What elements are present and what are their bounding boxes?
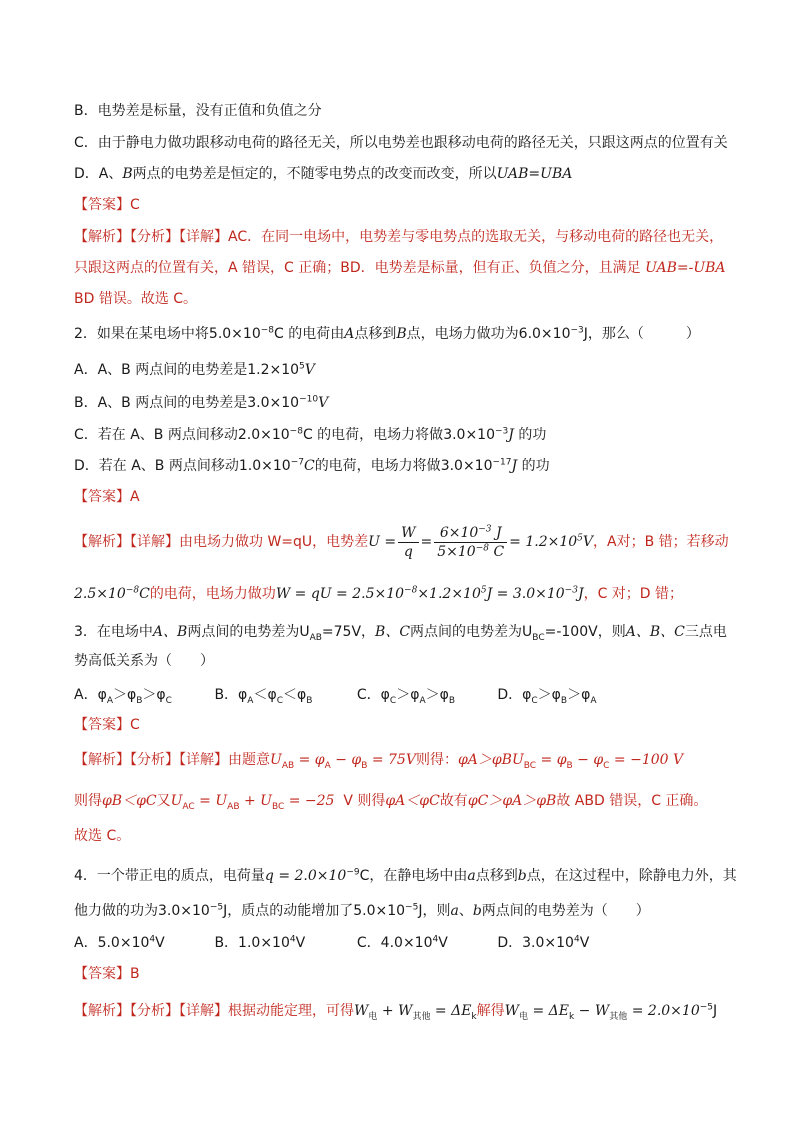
q2-option-a-unit: V <box>304 362 315 378</box>
q4-option-d-val: D．3.0×10 <box>497 935 574 951</box>
q3-explanation-3 <box>74 826 130 846</box>
q2-explanation-1-eq: = <box>420 534 433 550</box>
q3-option-c-t1: C．φ <box>356 687 390 703</box>
q3-exp1-ubc-rest: = φ <box>536 752 567 768</box>
q2-explanation-2-eq-mid: ×1.2×10 <box>417 586 481 602</box>
q3-stem-1-abc: A、B、C <box>625 624 685 640</box>
q3-stem-1-mid2: 两点间的电势差为 <box>410 624 523 640</box>
q3-answer <box>74 715 140 735</box>
q2-frac2-den-exp: −8 <box>475 542 489 553</box>
q3-stem-2-text: 势高低关系为（ ） <box>74 653 214 669</box>
q4-exp1-res: = 2.0×10 <box>627 1003 700 1019</box>
q3-exp1-phi-a: A <box>324 760 331 771</box>
q3-option-d-m2: ＞φ <box>567 687 591 703</box>
q2-explanation-2-post: ，C 对；D 错； <box>583 586 684 602</box>
q2-option-d-end: 的功 <box>521 458 550 474</box>
q4-stem-2-ek-unit: J <box>418 903 423 919</box>
q3-option-d-s3: A <box>590 695 597 706</box>
q3-stem-1-uab-val: =75V， <box>321 624 376 640</box>
q3-option-b <box>214 685 352 705</box>
q2-fraction-values <box>434 524 507 561</box>
q2-explanation-1-res-unit: V <box>582 534 594 550</box>
q4-exp1-w: W <box>354 1003 369 1019</box>
q4-stem-2-mid: ，质点的动能增加了 <box>227 903 354 919</box>
q3-exp2-v: V 则得 <box>343 793 386 809</box>
q2-frac2-den: 5×10 <box>437 543 476 560</box>
q3-exp1-mid: 则得： <box>415 752 458 768</box>
q2-stem <box>74 324 700 344</box>
q4-stem-1-q: q = 2.0×10 <box>264 868 347 884</box>
q2-frac2-num-unit: J <box>491 524 502 541</box>
q1-explanation-3-text: BD 错误。故选 C。 <box>74 291 198 307</box>
q4-stem-2 <box>74 901 650 921</box>
q4-explanation-1 <box>74 1001 717 1021</box>
q3-option-b-m1: ＜φ <box>253 687 277 703</box>
q4-answer-text: 【答案】B <box>74 966 140 982</box>
q3-exp2-ubc-sub: BC <box>271 801 285 812</box>
q3-stem-1-ubc-val: =-100V，则 <box>544 624 626 640</box>
q4-option-d-exp: 4 <box>573 934 580 945</box>
q2-option-a <box>74 360 315 380</box>
q2-stem-pre: 2．如果在某电场中将 <box>74 326 209 342</box>
q2-explanation-2-charge-exp: −8 <box>125 585 140 596</box>
q1-explanation-2 <box>74 258 726 278</box>
q4-exp1-w-sub: 电 <box>368 1011 378 1022</box>
q4-stem-2-pre: 他力做的功为 <box>74 903 158 919</box>
q2-option-c-val: 2.0×10 <box>237 427 290 443</box>
q3-option-a-s1: A <box>106 695 113 706</box>
q3-stem-1-mid: 两点间的电势差为 <box>187 624 300 640</box>
q2-option-c-end: 的功 <box>518 427 547 443</box>
q3-stem-2 <box>74 651 214 671</box>
q3-option-b-s3: B <box>306 695 313 706</box>
q3-stem-1-pre: 3．在电场中 <box>74 624 153 640</box>
q2-explanation-1-pre: 【解析】【详解】由电场力做功 W=qU，电势差 <box>74 534 369 550</box>
q1-option-d-pre: D．A、 <box>74 166 123 182</box>
q2-option-c-work-exp: −3 <box>495 426 509 437</box>
q4-stem-2-b: b <box>472 903 482 919</box>
q3-option-b-s1: A <box>247 695 254 706</box>
q3-option-d-s2: B <box>560 695 568 706</box>
q3-option-b-s2: C <box>276 695 284 706</box>
q3-exp1-ubc-val: = −100 V <box>609 752 684 768</box>
q3-option-a-s3: C <box>165 695 172 706</box>
q3-explanation-1-pre: 【解析】【分析】【详解】由题意 <box>74 752 270 768</box>
q4-option-b <box>214 933 352 953</box>
q3-stem-1-bc: B、C <box>375 624 411 640</box>
q2-option-b-pre: B．A、B 两点间的电势差是 <box>74 395 248 411</box>
q4-stem-2-w: 3.0×10 <box>158 903 210 919</box>
q3-exp2-mid: 又 <box>156 793 171 809</box>
q4-stem-1 <box>74 866 737 886</box>
q3-option-d-m1: ＞φ <box>537 687 561 703</box>
q3-exp2-rel: φB＜φC <box>102 793 157 809</box>
q4-stem-2-w-exp: −5 <box>209 902 224 913</box>
q2-option-d-unit1: C <box>303 458 315 474</box>
q2-option-d-work-exp: −17 <box>492 457 512 468</box>
q4-exp1-k-sub: k <box>471 1011 477 1022</box>
q4-stem-1-mid2: 点移到 <box>475 868 518 884</box>
q3-exp2-rel2: φA＜φC <box>385 793 440 809</box>
q2-stem-charge-exp: −8 <box>260 325 275 336</box>
q2-option-d-mid: 的电荷，电场力将做 <box>314 458 441 474</box>
q3-exp1-minus: − φ <box>330 752 362 768</box>
q2-fraction-values-num <box>434 524 507 543</box>
q4-option-d <box>497 933 589 953</box>
q2-explanation-2-eq-end: J <box>577 586 584 602</box>
q4-exp1-res-exp: −5 <box>699 1002 714 1013</box>
q1-explanation-1-text: 【解析】【分析】【详解】AC．在同一电场中，电势差与零电势点的选取无关，与移动电荷的路径也无关， <box>74 229 724 245</box>
q2-stem-end: J，那么（ ） <box>583 326 700 342</box>
q2-explanation-2-eq-exp2: 5 <box>480 585 487 596</box>
q2-option-d-unit: J <box>511 458 518 474</box>
q2-stem-mid2: 点移到 <box>354 326 397 342</box>
q4-option-a <box>74 933 210 953</box>
q3-exp2-uac: U <box>170 793 183 809</box>
q3-option-a-m1: ＞φ <box>112 687 137 703</box>
q2-stem-mid1: C 的电荷由 <box>274 326 345 342</box>
q4-stem-2-end: 两点间的电势差为（ ） <box>481 903 650 919</box>
q2-option-a-pre: A．A、B 两点间的电势差是 <box>74 362 248 378</box>
q3-option-c-m2: ＞φ <box>425 687 449 703</box>
q2-option-a-exp: 5 <box>299 361 305 372</box>
q2-option-b-val: 3.0×10 <box>247 395 300 411</box>
q2-fraction-w-den: q <box>403 543 413 560</box>
q2-stem-b: B <box>396 326 407 342</box>
q1-option-b-text: B．电势差是标量，没有正值和负值之分 <box>74 103 322 119</box>
q4-stem-1-pre: 4．一个带正电的质点，电荷量 <box>74 868 265 884</box>
q2-option-c <box>74 425 546 445</box>
q4-answer <box>74 964 140 984</box>
q2-option-b-unit: V <box>318 395 329 411</box>
q2-stem-work: 6.0×10 <box>518 326 571 342</box>
q3-option-b-m2: ＜φ <box>283 687 307 703</box>
q2-stem-charge: 5.0×10 <box>208 326 261 342</box>
q3-exp2-rel3: φC＞φA＞φB <box>467 793 557 809</box>
q1-explanation-1 <box>74 227 723 247</box>
q2-answer-text: 【答案】A <box>74 489 140 505</box>
q3-exp2-plus: + U <box>239 793 272 809</box>
q1-option-d-eq: UAB=UBA <box>496 166 573 182</box>
q2-option-c-unit: J <box>508 427 514 443</box>
q3-exp2-so: 故有 <box>439 793 468 809</box>
q4-options <box>74 933 589 953</box>
q2-answer <box>74 487 140 507</box>
q3-stem-1-uab-sub: AB <box>309 632 322 643</box>
q2-fraction-values-den <box>434 543 507 561</box>
q4-option-c-unit: V <box>438 935 448 951</box>
q2-explanation-2-charge: 2.5×10 <box>74 586 126 602</box>
q2-fraction-w-num: W <box>398 524 418 543</box>
q4-stem-1-b: b <box>517 868 527 884</box>
q3-stem-1-end: 三点电 <box>684 624 727 640</box>
q4-option-a-val: A．5.0×10 <box>74 935 150 951</box>
q4-stem-2-a: a <box>450 903 459 919</box>
q2-option-d-work: 3.0×10 <box>440 458 493 474</box>
q3-exp1-u-sub: AB <box>281 760 295 771</box>
q2-option-c-mid: C 的电荷，电场力将做 <box>302 427 444 443</box>
q1-explanation-2-text: 只跟这两点的位置有关，A 错误，C 正确；BD．电势差是标量，但有正、负值之分，且满足 <box>74 260 641 276</box>
q2-explanation-1 <box>74 522 729 562</box>
q2-option-d-pre: D．若在 A、B 两点间移动 <box>74 458 239 474</box>
q3-option-c-s3: B <box>448 695 456 706</box>
q2-option-b <box>74 393 328 413</box>
q2-option-a-val: 1.2×10 <box>247 362 300 378</box>
q3-exp1-ubc-c: C <box>603 760 610 771</box>
q1-option-c <box>74 133 728 153</box>
q4-option-b-exp: 4 <box>289 934 296 945</box>
q1-option-b <box>74 101 322 121</box>
q3-explanation-1 <box>74 750 683 770</box>
q4-option-c-exp: 4 <box>432 934 439 945</box>
q2-option-d-exp: −7 <box>290 457 304 468</box>
q3-option-a-m2: ＞φ <box>142 687 166 703</box>
q4-exp1-other-sub2: 其他 <box>609 1011 628 1022</box>
q1-explanation-2-eq: UAB=-UBA <box>645 260 726 276</box>
q4-exp1-minus: − W <box>574 1003 610 1019</box>
q4-stem-2-ek-exp: −5 <box>405 902 419 913</box>
q3-exp2-pre: 则得 <box>74 793 102 809</box>
q4-option-d-unit: V <box>579 935 590 951</box>
q3-exp2-uac-sub: AC <box>182 801 195 812</box>
q4-exp1-pre: 【解析】【分析】【详解】根据动能定理，可得 <box>74 1003 354 1019</box>
q4-option-b-val: B．1.0×10 <box>214 935 290 951</box>
q2-explanation-2-eq-exp1: −8 <box>404 585 418 596</box>
q2-explanation-1-res: = 1.2×10 <box>509 534 578 550</box>
q4-stem-1-q-exp: −9 <box>346 867 360 878</box>
q1-option-d-post: 两点的电势差是恒定的，不随零电势点的改变而改变，所以 <box>132 166 497 182</box>
q3-exp2-val: = −25 <box>284 793 335 809</box>
q2-explanation-2-eq: W = qU = 2.5×10 <box>275 586 405 602</box>
q2-explanation-1-u: U = <box>368 534 397 550</box>
q3-option-a-s2: B <box>136 695 143 706</box>
q4-exp1-w2: W <box>504 1003 520 1019</box>
q1-option-d-b: B <box>122 166 133 182</box>
q3-option-c-s1: C <box>389 695 397 706</box>
q4-stem-1-a: a <box>467 868 476 884</box>
q4-exp1-eq: = ΔE <box>430 1003 472 1019</box>
q1-option-c-text: C．由于静电力做功跟移动电荷的路径无关，所以电势差也跟移动电荷的路径无关，只跟这两点的位置有关 <box>74 135 728 151</box>
q2-explanation-2-mid: 的电荷，电场力做功 <box>149 586 276 602</box>
q3-exp1-u: U <box>270 752 282 768</box>
q2-frac2-den-unit: C <box>489 543 505 560</box>
q2-option-d-val: 1.0×10 <box>238 458 291 474</box>
q4-option-a-exp: 4 <box>149 934 156 945</box>
q2-explanation-2-eq-mid2: J = 3.0×10 <box>486 586 565 602</box>
q3-option-d-s1: C <box>531 695 538 706</box>
q3-stem-1-ubc: U <box>522 624 533 640</box>
q2-explanation-2 <box>74 584 683 604</box>
q2-fraction-w-q <box>398 524 418 561</box>
q3-option-d <box>497 685 596 705</box>
q4-exp1-eq2: = ΔE <box>528 1003 570 1019</box>
q1-option-d <box>74 164 572 184</box>
q3-option-a-t1: A．φ <box>74 687 107 703</box>
q2-frac2-num: 6×10 <box>439 524 479 541</box>
q4-exp1-k-sub2: k <box>569 1011 575 1022</box>
q2-stem-mid3: 点，电场力做功为 <box>406 326 519 342</box>
q3-exp2-end: 故 ABD 错误，C 正确。 <box>556 793 708 809</box>
q3-exp1-val: = 75V <box>367 752 416 768</box>
q3-exp2-uab-sub: AB <box>227 801 240 812</box>
q3-option-a <box>74 685 210 705</box>
q2-stem-a: A <box>344 326 355 342</box>
q3-exp1-rest: = φ <box>294 752 325 768</box>
q2-explanation-2-charge-unit: C <box>139 586 150 602</box>
q3-exp1-ubc-b: B <box>566 760 573 771</box>
q4-exp1-mid: 解得 <box>476 1003 505 1019</box>
q2-explanation-1-post: ，A对；B 错；若移动 <box>593 534 729 550</box>
q3-stem-1-ab: A、B <box>152 624 188 640</box>
q2-option-c-pre: C．若在 A、B 两点间移动 <box>74 427 238 443</box>
q4-option-c-val: C．4.0×10 <box>356 935 433 951</box>
q3-exp3-text: 故选 C。 <box>74 828 131 844</box>
q2-option-d <box>74 456 550 476</box>
q3-exp1-ubc-sub: BC <box>523 760 537 771</box>
q2-explanation-1-res-exp: 5 <box>577 533 583 544</box>
q4-stem-2-mid2: ，则 <box>422 903 451 919</box>
q2-stem-work-exp: −3 <box>570 325 584 336</box>
q4-exp1-plus: + W <box>377 1003 413 1019</box>
q3-stem-1 <box>74 622 727 642</box>
q4-stem-2-w-unit: J <box>223 903 228 919</box>
q2-frac2-num-exp: −3 <box>478 523 492 534</box>
q2-option-b-exp: −10 <box>299 394 319 405</box>
q3-options <box>74 685 597 705</box>
q1-explanation-3 <box>74 289 197 309</box>
q3-option-d-t1: D．φ <box>497 687 532 703</box>
q4-exp1-res-unit: J <box>713 1003 718 1019</box>
q3-option-b-t1: B．φ <box>214 687 248 703</box>
q3-exp2-uac-eq: = U <box>194 793 228 809</box>
q3-option-c-s2: A <box>419 695 426 706</box>
q4-exp1-w2-sub: 电 <box>519 1011 529 1022</box>
q3-option-c-m1: ＞φ <box>396 687 420 703</box>
q4-stem-2-sep: 、 <box>458 903 473 919</box>
q3-stem-1-ubc-sub: BC <box>532 632 545 643</box>
q2-option-c-exp: −8 <box>289 426 303 437</box>
q3-exp1-rel: φA＞φB <box>457 752 512 768</box>
q3-exp1-ubc: U <box>511 752 524 768</box>
q3-exp1-phi-b: B <box>361 760 368 771</box>
q3-stem-1-uab: U <box>299 624 310 640</box>
q4-option-a-unit: V <box>155 935 165 951</box>
q3-explanation-2 <box>74 791 707 811</box>
q1-answer <box>74 195 140 215</box>
q1-answer-text: 【答案】C <box>74 197 140 213</box>
q4-stem-1-end: 点，在这过程中，除静电力外，其 <box>526 868 737 884</box>
q4-stem-1-mid: ，在静电场中由 <box>369 868 468 884</box>
q4-stem-2-ek: 5.0×10 <box>353 903 406 919</box>
q4-stem-1-q-unit: C <box>359 868 370 884</box>
q3-exp1-ubc-minus: − φ <box>572 752 604 768</box>
q4-option-b-unit: V <box>295 935 306 951</box>
q4-exp1-other-sub: 其他 <box>412 1011 431 1022</box>
q2-option-c-work: 3.0×10 <box>443 427 495 443</box>
q4-option-c <box>357 933 493 953</box>
q2-explanation-2-eq-exp3: −3 <box>564 585 578 596</box>
q3-option-c <box>357 685 493 705</box>
q3-answer-text: 【答案】C <box>74 717 140 733</box>
